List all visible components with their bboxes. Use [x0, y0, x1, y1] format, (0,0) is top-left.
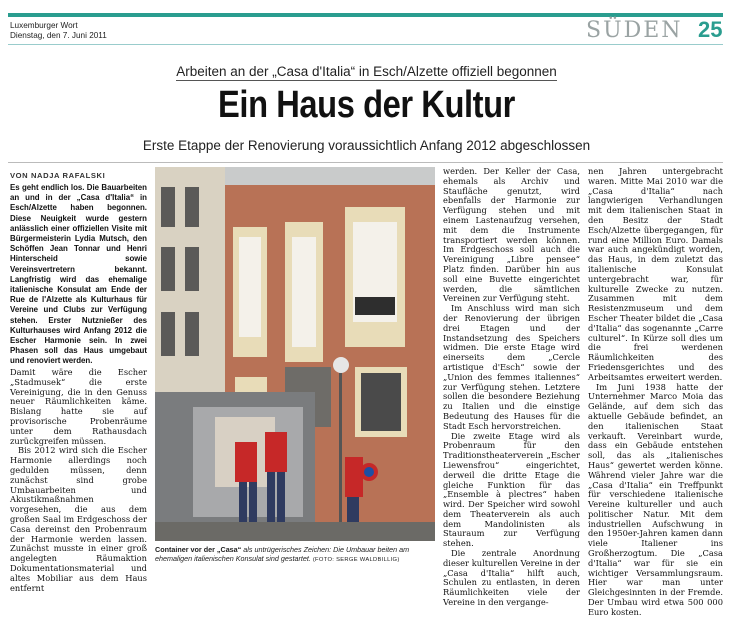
article-kicker: Arbeiten an der „Casa d'Italia“ in Esch/Alzette offiziell begonnen	[176, 64, 557, 79]
building-photo-image	[155, 167, 435, 541]
paragraph: Im Anschluss wird man sich der Renovierung der übrigen drei Etagen und der Instandsetzung des Speichers widmen. Die erste Etage wird einerseits dem „Cercle artistique d'Esch“ sowie der „Union des femmes italiennes“ zur Verfügung stehen. Letztere sollen die besondere Beziehung zu Italien und die einstige Bedeutung des Hauses für die Stadt Esch hervorstreichen.	[443, 303, 580, 431]
byline: VON NADJA RAFALSKI	[10, 171, 106, 180]
paragraph: werden. Der Keller der Casa, ehemals als Archiv und Staufläche genutzt, wird ebenfalls der Harmonie zur Verfügung stehen und mit einem Lastenaufzug versehen, mit dem die Instrumente transportiert werden können. Im Erdgeschoss soll auch die Vereinigung „Libre pensee“ Platz finden. Darüber hin aus soll eine Buvette eingerichtet werden, die sämtlichen Vereinen zur Verfügung steht.	[443, 166, 580, 304]
caption-text: als untrügerisches Zeichen: Die Umbauar beiten am ehemaligen italienischen Konsulat sind gestartet.	[155, 545, 410, 563]
paragraph: Bis 2012 wird sich die Escher Harmonie allerdings noch gedulden müssen, denn zunächst sind grobe Umbauarbeiten und Akustikmaßnahmen vorgesehen, die aus dem großen Saal im Erdgeschoss der Casa dereinst den Probenraum der Harmonie werden lassen. Zunächst musste in einer groß angelegten Räumaktion Dokumentationsmaterial und altes Mobiliar aus dem Haus entfernt	[10, 445, 147, 593]
article-subheadline: Erste Etappe der Renovierung voraussichtlich Anfang 2012 abgeschlossen	[142, 138, 591, 153]
article-headline: Ein Haus der Kultur	[218, 84, 515, 126]
photo-credit: (FOTO: SERGE WALDBILLIG)	[312, 557, 400, 563]
paragraph: Im Juni 1938 hatte der Unternehmer Marco Moia das Gelände, auf dem sich das aktuelle Gebäude befindet, an den italienischen Staat verkauft. Vereinbart wurde, dass ein Gebäude entstehen soll, das als „italienisches Haus“ gewertet werden könne. Während vieler Jahre war die „Casa d'Italia“ ein Treffpunkt für verschiedene italienische Vereine kultureller und auch politischer Natur. Mit dem industriellen Aufschwung in den 1950er-Jahren kamen dann viele Italiener ins Großherzogtum. Die „Casa d'Italia“ war für sie ein wichtiger Versammlungsraum. Hier war man unter Gleichgesinnten in der Fremde. Der Umbau wird etwa 500 000 Euro kosten.	[588, 381, 723, 617]
photo-caption	[155, 545, 438, 565]
publication-info	[10, 21, 107, 41]
article-photo	[155, 167, 435, 541]
section-title: SÜDEN	[586, 18, 683, 43]
paragraph: nen Jahren untergebracht waren. Mitte Mai 2010 war die „Casa d'Italia“ nach langwierigen Verhandlungen mit dem italienischen Staat in den Besitz der Stadt Esch/Alzette übergegangen, für rund eine Million Euro. Damals war auch angekündigt worden, das Haus, in dem zuletzt das italienische Konsulat untergebracht war, für kulturelle Zwecke zu nutzen. Zusammen mit dem Resistenzmuseum und dem Escher Theater bildet die „Casa d'Italia“ das sogenannte „Carre culturel“. In Kürze soll dies um die frei werdenen Räumlichkeiten des Friedensgerichtes und des Arbeitsamtes erweitert werden.	[588, 166, 723, 382]
paragraph: Damit wäre die Escher „Stadmusek“ die erste Vereinigung, die in den Genuss neuer Räumlichkeiten käme. Bislang hatte sie auf provisorische Probenräume unter dem Rathausdach zurückgreifen müssen.	[10, 367, 147, 446]
header-rule	[8, 13, 723, 17]
caption-lead: Container vor der „Casa“	[155, 545, 242, 554]
page-number: 25	[698, 17, 723, 42]
publication-name: Luxemburger Wort	[10, 21, 78, 30]
column-1	[10, 368, 147, 593]
divider	[8, 162, 723, 163]
column-4	[588, 167, 723, 618]
paragraph: Die zweite Etage wird als Probenraum für den Traditionstheaterverein „Escher Liewensfrou“ eingerichtet, derweil die dritte Etage die gleiche Funktion für das „Ensemble à plectres“ haben wird. Der Speicher wird sowohl dem Theaterverein als auch dem Mandolinisten als Stauraum zur Verfügung stehen.	[443, 430, 580, 549]
column-3	[443, 167, 580, 608]
paragraph: Die zentrale Anordnung dieser kulturellen Vereine in der „Casa d'Italia“ hilft auch, Schulen zu entlasten, in deren Räumlichkeiten viele der Vereine in den vergange-	[443, 548, 580, 608]
publication-date: Dienstag, den 7. Juni 2011	[10, 31, 107, 40]
lead-paragraph: Es geht endlich los. Die Bauarbeiten an und in der „Casa d'Italia“ in Esch/Alzette haben begonnen. Diese Neuigkeit wurde gestern anlässlich einer offiziellen Visite mit Bürgermeisterin Lydia Mutsch, den Schöffen Jean Tonnar und Henri Hinterscheid sowie Vereinsvertretern bekannt. Langfristig wird das ehemalige italienische Konsulat am Ende der Rue de l'Alzette als Kulturhaus für Vereine und Clubs zur Verfügung stehen. Erster Nutznießer des Kulturhauses wird Anfang 2012 die Escher Harmonie sein. In zwei Phasen soll das Haus umgebaut und renoviert werden.	[10, 183, 147, 366]
divider	[8, 44, 723, 45]
